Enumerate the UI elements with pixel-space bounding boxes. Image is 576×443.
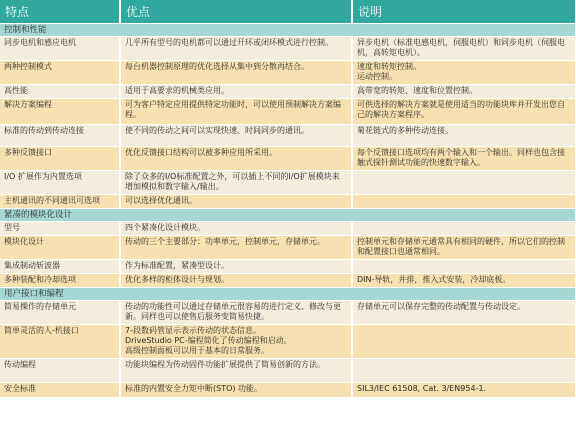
cell-feature: 型号: [0, 222, 120, 236]
section-header: [0, 209, 576, 222]
cell-feature: 传动编程: [0, 359, 120, 383]
table-row: [0, 37, 576, 61]
section-title: 紧凑的模块化设计: [0, 209, 576, 222]
cell-feature: 标准的传动到传动连接: [0, 125, 120, 147]
cell-feature: 主机通讯的不同通讯可选项: [0, 195, 120, 209]
cell-note: DIN-导轨，并排，推入式安装，冷却底板。: [352, 274, 576, 288]
table-header-row: [0, 0, 576, 24]
cell-feature: 多种装配和冷却选项: [0, 274, 120, 288]
cell-feature: 解决方案编程: [0, 99, 120, 125]
table-row: [0, 125, 576, 147]
cell-feature: 多种反馈接口: [0, 147, 120, 171]
table-row: [0, 301, 576, 325]
cell-feature: 模块化设计: [0, 236, 120, 260]
cell-benefit: 除了众多的I/O标准配置之外，可以插上不同的I/O扩展模块来增加模拟和数字输入/输出。: [120, 171, 352, 195]
header-feature: 特点: [0, 0, 120, 24]
cell-feature: 简单灵活的人-机接口: [0, 325, 120, 359]
cell-feature: 简易操作的存储单元: [0, 301, 120, 325]
header-benefit: 优点: [120, 0, 352, 24]
cell-benefit: 功能块编程为传动固件功能扩展提供了简易创新的方法。: [120, 359, 352, 383]
cell-benefit: 优化多样的柜体设计与规划。: [120, 274, 352, 288]
cell-benefit: 优化反馈接口结构可以被多种应用所采用。: [120, 147, 352, 171]
cell-benefit: 作为标准配置，紧凑型设计。: [120, 260, 352, 274]
cell-note: 可供选择的解决方案就是使用适当的功能块库并开发出您自己的解决方案程序。: [352, 99, 576, 125]
cell-note: [352, 325, 576, 359]
cell-benefit: 可以选择优化通讯。: [120, 195, 352, 209]
table-row: [0, 171, 576, 195]
table-row: [0, 325, 576, 359]
table-row: [0, 61, 576, 85]
cell-benefit: 四个紧凑化设计模块。: [120, 222, 352, 236]
cell-note: 速度和转矩控制。 运动控制。: [352, 61, 576, 85]
section-title: 用户接口和编程: [0, 288, 576, 301]
table-row: [0, 195, 576, 209]
cell-note: [352, 195, 576, 209]
cell-note: 每个反馈接口选项均有两个输入和一个输出。同样也包含接触式探针测试功能的快速数字输入。: [352, 147, 576, 171]
cell-benefit: 传动的三个主要部分：功率单元，控制单元，存储单元。: [120, 236, 352, 260]
cell-note: [352, 260, 576, 274]
cell-note: 存储单元可以保存完整的传动配置与传动设定。: [352, 301, 576, 325]
table-row: [0, 236, 576, 260]
cell-feature: 两种控制模式: [0, 61, 120, 85]
cell-note: [352, 222, 576, 236]
cell-feature: 安全标准: [0, 383, 120, 397]
cell-benefit: 标准的内置安全力矩中断(STO) 功能。: [120, 383, 352, 397]
cell-benefit: 传动的功能性可以通过存储单元很容易的进行定义、修改与更新。同样也可以使售后服务变简易快捷。: [120, 301, 352, 325]
cell-feature: 高性能: [0, 85, 120, 99]
cell-benefit: 几乎所有型号的电机都可以通过开环或闭环模式进行控制。: [120, 37, 352, 61]
section-header: [0, 288, 576, 301]
header-note: 说明: [352, 0, 576, 24]
cell-note: 高带宽的转矩、速度和位置控制。: [352, 85, 576, 99]
table-row: [0, 85, 576, 99]
table-row: [0, 274, 576, 288]
cell-note: 控制单元和存储单元通常具有相同的硬件，所以它们的控制和配置接口也通常相同。: [352, 236, 576, 260]
table-row: [0, 383, 576, 397]
table-row: [0, 260, 576, 274]
section-header: [0, 24, 576, 37]
cell-feature: 集成制动斩波器: [0, 260, 120, 274]
cell-benefit: 适用于高要求的机械类应用。: [120, 85, 352, 99]
cell-feature: I/O 扩展作为内置选项: [0, 171, 120, 195]
cell-benefit: 可为客户特定应用提供特定功能时，可以使用预制解决方案编程。: [120, 99, 352, 125]
cell-note: SIL3/IEC 61508, Cat. 3/EN954-1.: [352, 383, 576, 397]
table-row: [0, 359, 576, 383]
cell-benefit: 7-段数码管显示表示传动的状态信息。 DriveStudio PC-编程简化了传动编程和启动。 高级控制面板可以用于基本的日常服务。: [120, 325, 352, 359]
cell-note: [352, 359, 576, 383]
cell-benefit: 使不同的传动之间可以实现快速、时间同步的通讯。: [120, 125, 352, 147]
table-row: [0, 222, 576, 236]
cell-note: [352, 171, 576, 195]
table-row: [0, 99, 576, 125]
cell-benefit: 每台机器控制原理的优化选择从集中到分散再结合。: [120, 61, 352, 85]
table-row: [0, 147, 576, 171]
section-title: 控制和性能: [0, 24, 576, 37]
cell-feature: 同步电机和感应电机: [0, 37, 120, 61]
cell-note: 异步电机（标准电感电机，伺服电机）和同步电机（伺服电机，高转矩电机）。: [352, 37, 576, 61]
cell-note: 菊花链式的多种传动连接。: [352, 125, 576, 147]
